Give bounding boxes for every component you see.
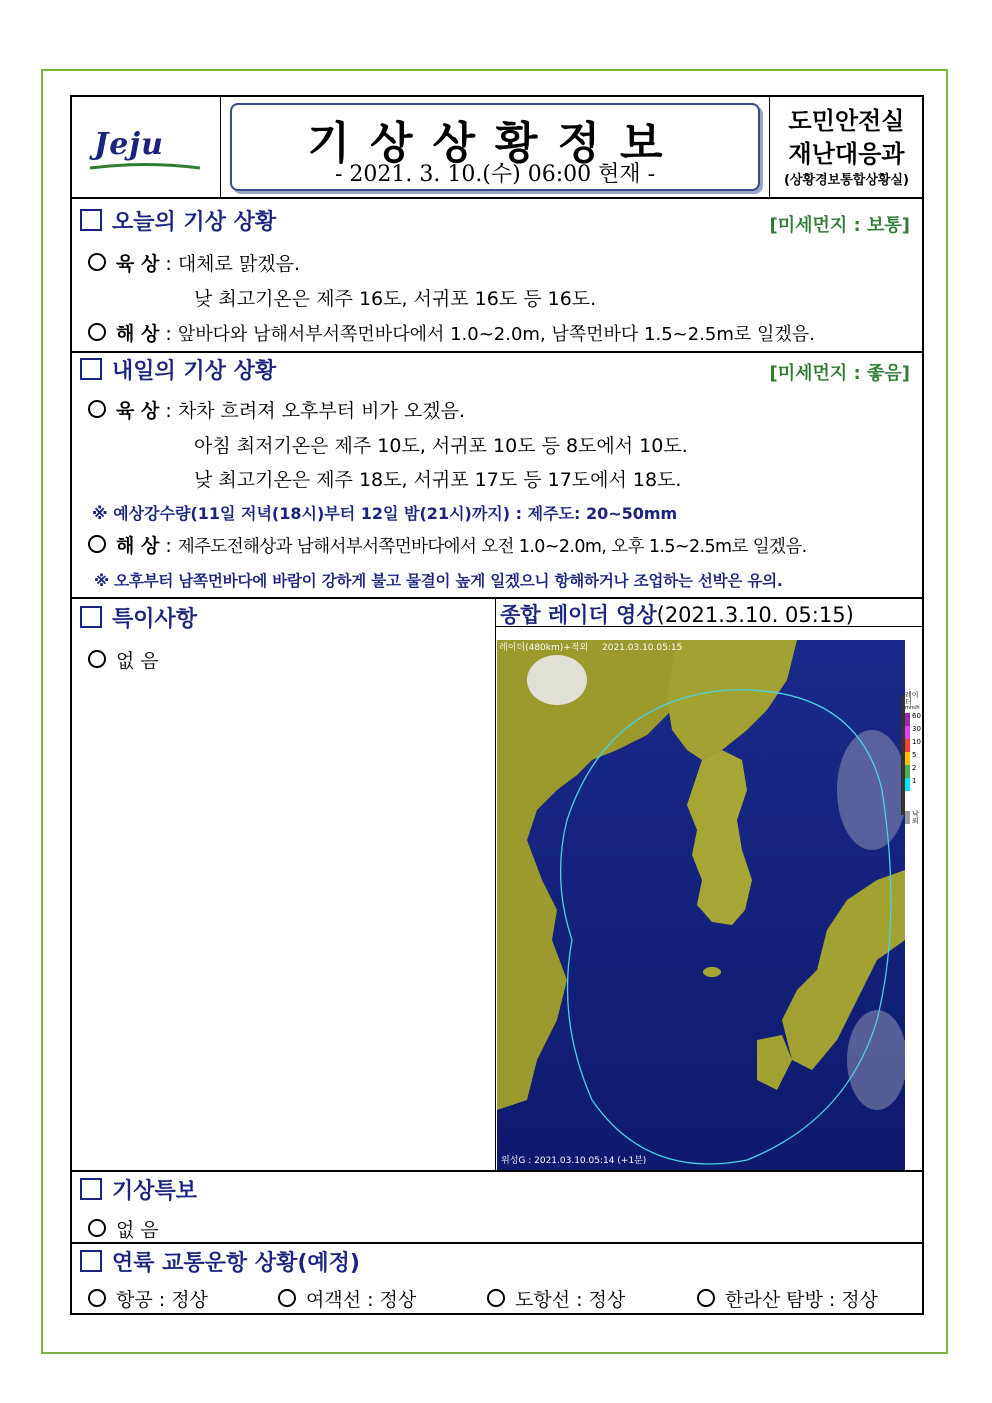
- checkbox-icon: [80, 606, 102, 628]
- warning-heading: [80, 1174, 197, 1205]
- today-sea-label: 해 상: [116, 323, 160, 345]
- radar-heading: [500, 599, 854, 629]
- circle-bullet-icon: [88, 535, 106, 553]
- department: [769, 97, 923, 197]
- radar-legend-unit: mm/h: [905, 705, 920, 711]
- checkbox-icon: [80, 1250, 102, 1272]
- today-dust: [미세먼지 : 보통]: [769, 215, 910, 236]
- logo-swoosh-icon: [90, 163, 200, 171]
- logo-text: Jeju: [94, 127, 164, 162]
- traffic-island-ship: [487, 1285, 625, 1312]
- divider: [72, 1170, 922, 1172]
- checkbox-icon: [80, 1178, 102, 1200]
- warning-item: 없 음: [116, 1219, 159, 1241]
- circle-bullet-icon: [278, 1289, 296, 1307]
- page-title: 기상상황정보: [307, 118, 683, 169]
- today-land-row: 육 상 : 대체로 맑겠음.: [88, 249, 300, 276]
- traffic-hallasan-status: 한라산 탐방 : 정상: [725, 1289, 878, 1311]
- circle-bullet-icon: [88, 253, 106, 271]
- today-title: 오늘의 기상 상황: [112, 210, 277, 235]
- circle-bullet-icon: [88, 1219, 106, 1237]
- title-box: [230, 103, 760, 191]
- tomorrow-land-line-1: 차차 흐려져 오후부터 비가 오겠음.: [177, 400, 465, 422]
- circle-bullet-icon: [487, 1289, 505, 1307]
- checkbox-icon: [80, 209, 102, 231]
- traffic-island-ship-status: 도항선 : 정상: [515, 1289, 626, 1311]
- jeju-logo: [72, 97, 221, 197]
- radar-caption-bottom: 위성G : 2021.03.10.05:14 (+1분): [501, 1156, 647, 1166]
- tomorrow-title: 내일의 기상 상황: [112, 359, 277, 384]
- dept-line-3: (상황경보통합상황실): [784, 173, 909, 188]
- circle-bullet-icon: [88, 323, 106, 341]
- legend-30: 30: [905, 726, 922, 739]
- radar-map: [497, 640, 905, 1170]
- legend-2: 2: [905, 765, 922, 778]
- column-divider: [495, 597, 496, 1170]
- today-land-line-2: 낮 최고기온은 제주 16도, 서귀포 16도 등 16도.: [194, 288, 597, 310]
- traffic-hallasan: [697, 1285, 878, 1312]
- divider: [72, 1242, 922, 1244]
- divider: [72, 351, 922, 353]
- special-heading: [80, 602, 197, 633]
- special-row: [88, 646, 159, 673]
- radar-caption-left: 레이더(480km)+적외: [499, 643, 589, 653]
- today-heading: [80, 205, 276, 236]
- traffic-air: [88, 1285, 208, 1312]
- dept-line-2: 재난대응과: [788, 140, 905, 168]
- tomorrow-land-label: 육 상: [116, 400, 160, 422]
- report-header: [72, 97, 922, 199]
- sea-note: ※ 오후부터 남쪽먼바다에 바람이 강하게 불고 물결이 높게 일겠으니 항해하거나 조업하는 선박은 유의.: [94, 572, 783, 590]
- circle-bullet-icon: [88, 400, 106, 418]
- traffic-air-status: 항공 : 정상: [116, 1289, 208, 1311]
- radar-caption-time: 2021.03.10.05:15: [602, 643, 683, 653]
- tomorrow-land-line-3: 낮 최고기온은 제주 18도, 서귀포 17도 등 17도에서 18도.: [194, 469, 682, 491]
- legend-5: 5: [905, 752, 922, 765]
- report-date: - 2021. 3. 10.(수) 06:00 현재 -: [334, 162, 656, 187]
- rain-note: ※ 예상강수량(11일 저녁(18시)부터 12일 밤(21시)까지) : 제주도: 20~50mm: [92, 504, 678, 523]
- legend-1: 1: [905, 778, 922, 791]
- warning-title: 기상특보: [112, 1179, 198, 1204]
- weather-report: [70, 95, 924, 1315]
- radar-legend-title: 레이더: [905, 691, 919, 706]
- legend-60: 60: [905, 713, 922, 726]
- traffic-ferry-status: 여객선 : 정상: [306, 1289, 417, 1311]
- radar-title: 종합 레이더 영상: [500, 603, 657, 627]
- today-sea-line-1: 앞바다와 남해서부서쪽먼바다에서 1.0~2.0m, 남쪽먼바다 1.5~2.5m로 일겠음.: [177, 324, 815, 345]
- today-land-label: 육 상: [116, 253, 160, 275]
- warning-row: [88, 1215, 159, 1242]
- radar-legend: [905, 692, 922, 824]
- radar-time: (2021.3.10. 05:15): [656, 603, 854, 627]
- tomorrow-sea-row: 해 상 : 제주도전해상과 남해서부서쪽먼바다에서 오전 1.0~2.0m, 오후 1.5~2.5m로 일겠음.: [88, 531, 807, 558]
- circle-bullet-icon: [88, 650, 106, 668]
- special-item: 없 음: [116, 650, 159, 672]
- dept-line-1: 도민안전실: [788, 107, 905, 135]
- tomorrow-land-line-2: 아침 최저기온은 제주 10도, 서귀포 10도 등 8도에서 10도.: [194, 435, 688, 457]
- today-land-line-1: 대체로 맑겠음.: [177, 253, 301, 275]
- traffic-title: 연륙 교통운항 상황(예정): [112, 1251, 360, 1276]
- radar-title-divider: [495, 626, 922, 627]
- traffic-ferry: [278, 1285, 416, 1312]
- tomorrow-sea-label: 해 상: [116, 535, 160, 557]
- radar-image: [497, 640, 905, 1170]
- legend-lightning: 낙뢰: [905, 811, 922, 824]
- legend-10: 10: [905, 739, 922, 752]
- tomorrow-land-row: 육 상 : 차차 흐려져 오후부터 비가 오겠음.: [88, 396, 465, 423]
- circle-bullet-icon: [697, 1289, 715, 1307]
- today-sea-row: 해 상 : 앞바다와 남해서부서쪽먼바다에서 1.0~2.0m, 남쪽먼바다 1.5~2.5m로 일겠음.: [88, 319, 815, 346]
- tomorrow-heading: [80, 354, 276, 385]
- traffic-heading: [80, 1246, 360, 1277]
- circle-bullet-icon: [88, 1289, 106, 1307]
- checkbox-icon: [80, 358, 102, 380]
- tomorrow-dust: [미세먼지 : 좋음]: [769, 363, 910, 384]
- special-title: 특이사항: [112, 607, 198, 632]
- tomorrow-sea-line-1: 제주도전해상과 남해서부서쪽먼바다에서 오전 1.0~2.0m, 오후 1.5~2.5m로 일겠음.: [177, 537, 807, 557]
